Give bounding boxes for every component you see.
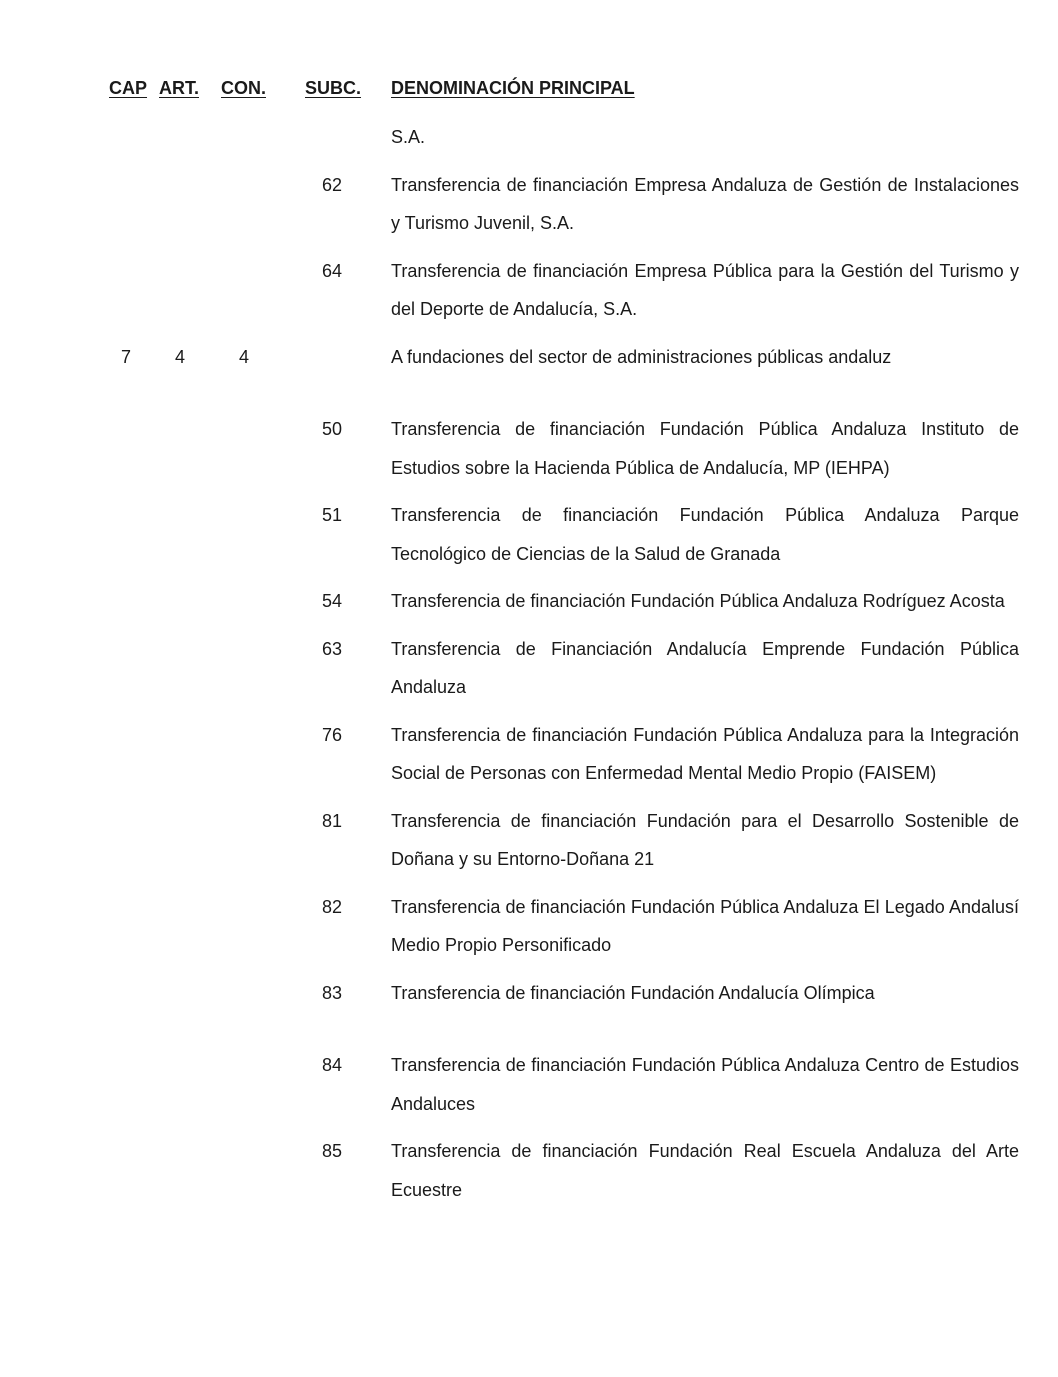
table-row	[0, 338, 1058, 377]
cell-denominacion: A fundaciones del sector de administraciones públicas andaluz	[391, 346, 892, 367]
cell-subc: 83	[322, 982, 343, 1003]
cell-subc: 82	[322, 896, 343, 917]
table-row	[0, 582, 1058, 621]
cell-subc: 63	[322, 638, 343, 659]
cell-subc: 84	[322, 1055, 343, 1075]
table-row	[0, 410, 1058, 487]
table-row	[0, 1132, 1058, 1209]
cell-con: 4	[238, 346, 249, 367]
cell-denominacion: Transferencia de financiación Fundación Andalucía Olímpica	[391, 982, 875, 1003]
cell-subc: 54	[322, 591, 343, 611]
cell-denominacion: Transferencia de financiación Empresa Pública para la Gestión del Turismo y del Deporte de Andalucía, S.A.	[391, 260, 1019, 319]
cell-denominacion: Transferencia de financiación Fundación Pública Andaluza Parque Tecnológico de Ciencias de la Salud de Granada	[391, 505, 1019, 564]
cell-subc: 81	[322, 810, 343, 831]
cell-subc: 64	[322, 260, 343, 281]
cell-denominacion: Transferencia de financiación Fundación Real Escuela Andaluza del Arte Ecuestre	[391, 1141, 1019, 1200]
header-art: ART.	[159, 78, 199, 98]
table-row	[0, 1046, 1058, 1123]
table-row	[0, 630, 1058, 707]
header-denominacion: DENOMINACIÓN PRINCIPAL	[391, 78, 635, 98]
table-row	[0, 802, 1058, 879]
cell-subc: 62	[322, 174, 343, 195]
cell-denominacion: Transferencia de financiación Empresa Andaluza de Gestión de Instalaciones y Turismo Juvenil, S.A.	[391, 174, 1019, 233]
cell-subc: 76	[322, 724, 343, 745]
cell-subc: 85	[322, 1141, 343, 1161]
cell-denominacion: Transferencia de financiación Fundación Pública Andaluza para la Integración Social de Personas con Enfermedad Mental Medio Propio (FAISEM)	[391, 724, 1019, 783]
cell-denominacion: Transferencia de financiación Fundación Pública Andaluza El Legado Andalusí Medio Propio Personificado	[391, 896, 1019, 955]
table-row	[0, 888, 1058, 965]
table-row	[0, 166, 1058, 243]
cell-denominacion: Transferencia de financiación Fundación Pública Andaluza Instituto de Estudios sobre la Hacienda Pública de Andalucía, MP (IEHPA)	[391, 419, 1019, 478]
table-header	[0, 78, 1058, 104]
cell-cap: 7	[120, 346, 131, 367]
cell-subc: 50	[322, 419, 343, 439]
cell-subc: 51	[322, 505, 343, 525]
header-subc: SUBC.	[305, 78, 362, 98]
table-row	[0, 252, 1058, 329]
cell-denominacion: Transferencia de financiación Fundación para el Desarrollo Sostenible de Doñana y su Entorno-Doñana 21	[391, 810, 1019, 869]
cell-denominacion: Transferencia de financiación Fundación Pública Andaluza Rodríguez Acosta	[391, 591, 1005, 611]
cell-denominacion: Transferencia de financiación Fundación Pública Andaluza Centro de Estudios Andaluces	[391, 1055, 1019, 1114]
cell-denominacion: S.A.	[391, 127, 426, 147]
header-cap: CAP	[109, 78, 148, 98]
cell-art: 4	[174, 346, 185, 367]
cell-denominacion: Transferencia de Financiación Andalucía Emprende Fundación Pública Andaluza	[391, 638, 1019, 697]
table-body	[0, 118, 1058, 1218]
header-con: CON.	[221, 78, 266, 98]
table-row	[0, 716, 1058, 793]
table-row	[0, 974, 1058, 1013]
table-row	[0, 118, 1058, 157]
table-row	[0, 496, 1058, 573]
